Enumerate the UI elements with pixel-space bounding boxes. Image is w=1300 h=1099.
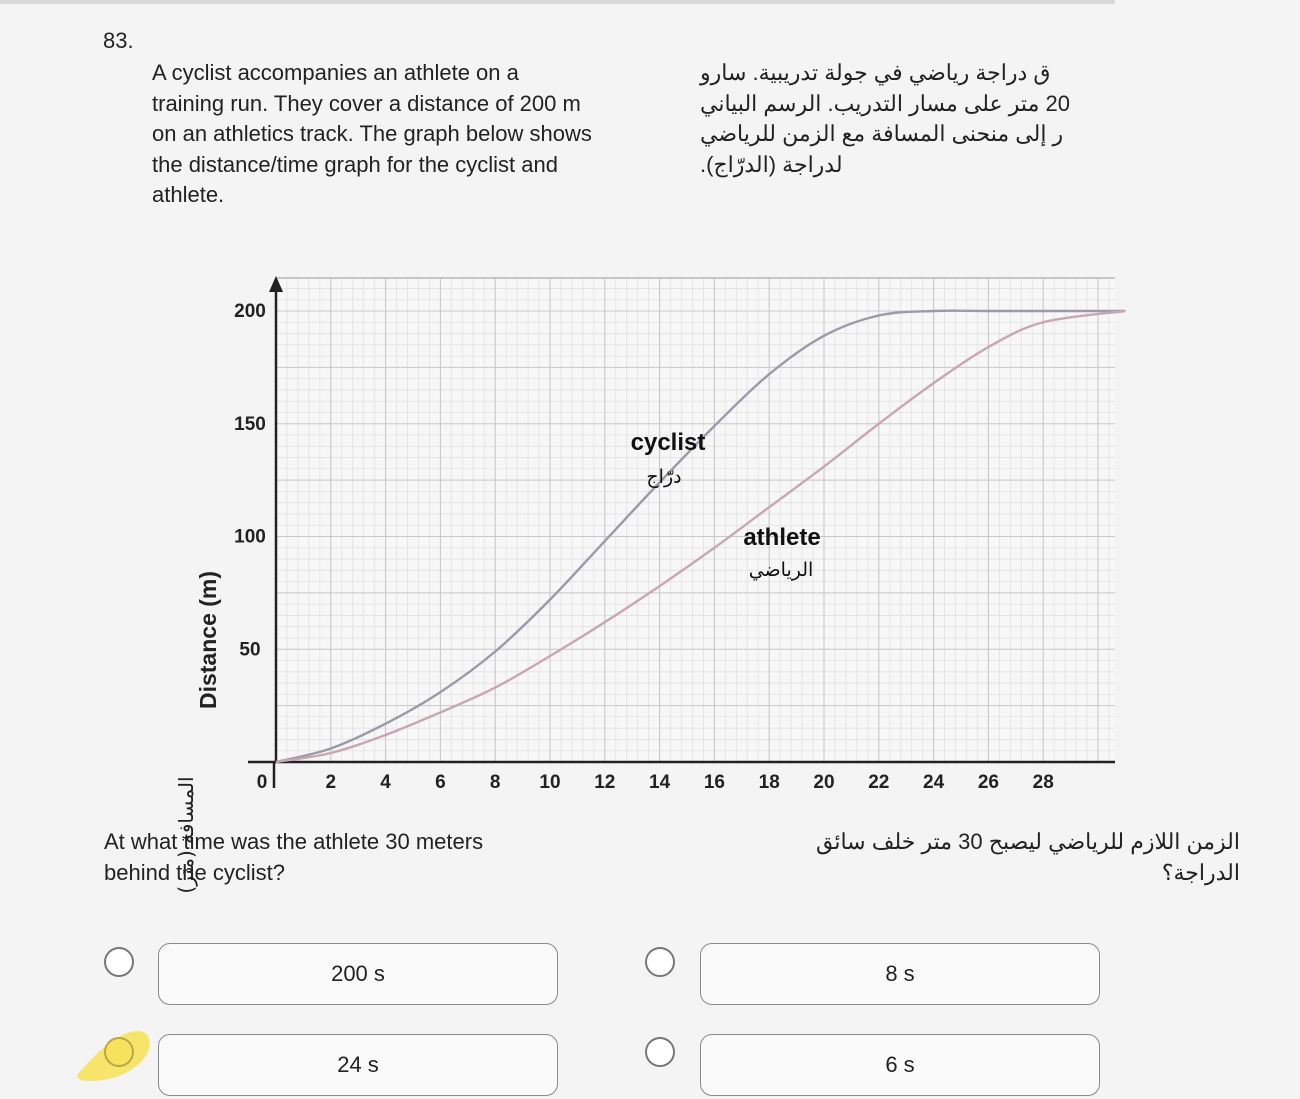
series-label-cyclist-ar: درّاج	[646, 466, 682, 488]
option-label: 6 s	[885, 1052, 915, 1077]
x-tick-label: 26	[977, 772, 999, 793]
x-tick-label: 16	[703, 772, 725, 793]
plot-area	[276, 278, 1115, 762]
x-tick-label: 6	[435, 772, 446, 793]
option-8s[interactable]	[700, 943, 1100, 1005]
question-line: the distance/time graph for the cyclist and	[152, 151, 558, 177]
sub-question-line-ar: الزمن اللازم للرياضي ليصبح 30 متر خلف سائق	[815, 829, 1240, 854]
question-line-ar: ق دراجة رياضي في جولة تدريبية. سارو	[700, 60, 1051, 85]
x-tick-label: 18	[758, 772, 780, 793]
option-200s[interactable]	[158, 943, 558, 1005]
series-label-athlete: athlete	[743, 524, 821, 551]
sub-question-ar	[740, 826, 1240, 888]
x-tick-label: 10	[539, 772, 561, 793]
x-tick-label: 14	[649, 772, 671, 793]
x-tick-label: 28	[1032, 772, 1054, 793]
x-tick-label: 2	[325, 772, 337, 793]
sub-question-en	[104, 826, 564, 888]
option-radio-4[interactable]	[645, 1037, 675, 1067]
sub-question-line: At what time was the athlete 30 meters	[104, 829, 484, 854]
option-radio-3[interactable]	[104, 1037, 134, 1067]
x-tick-label: 12	[594, 772, 616, 793]
question-line-ar: لدراجة (الدرّاج).	[700, 151, 843, 177]
question-text-en	[152, 58, 672, 211]
option-radio-1[interactable]	[104, 947, 134, 977]
option-radio-2[interactable]	[645, 947, 675, 977]
y-axis-label-ar: المسافة (متر)	[174, 776, 198, 894]
x-tick-label: 22	[868, 772, 890, 793]
x-tick-label: 24	[923, 772, 945, 793]
option-6s[interactable]	[700, 1034, 1100, 1096]
sub-question-line: behind the cyclist?	[104, 860, 285, 885]
question-line: training run. They cover a distance of 200 m	[152, 90, 581, 116]
y-tick-label: 150	[234, 413, 266, 435]
y-axis-label: Distance (m)	[195, 570, 221, 710]
option-24s[interactable]	[158, 1034, 558, 1096]
option-label: 200 s	[331, 961, 385, 986]
y-tick-label: 200	[234, 301, 266, 322]
x-tick-label: 20	[813, 772, 835, 793]
question-line: athlete.	[152, 182, 225, 207]
series-label-athlete-ar: الرياضي	[748, 559, 814, 581]
x-tick-label: 4	[380, 772, 391, 793]
top-border	[0, 0, 1115, 4]
question-line-ar: 20 متر على مسار التدريب. الرسم البياني	[700, 90, 1070, 116]
series-label-cyclist: cyclist	[630, 429, 706, 456]
option-label: 8 s	[885, 961, 915, 986]
question-line: on an athletics track. The graph below shows	[152, 121, 592, 146]
question-line: A cyclist accompanies an athlete on a	[152, 60, 519, 85]
y-tick-label: 50	[239, 639, 261, 661]
option-label: 24 s	[337, 1052, 379, 1077]
question-number: 83.	[103, 28, 134, 53]
x-tick-label: 8	[489, 772, 501, 793]
sub-question-line-ar: الدراجة؟	[1161, 860, 1240, 885]
y-tick-label: 100	[234, 526, 266, 548]
question-line-ar: ر إلى منحنى المسافة مع الزمن للرياضي	[700, 121, 1064, 146]
question-text-ar	[700, 58, 1300, 180]
origin-label: 0	[256, 772, 268, 793]
